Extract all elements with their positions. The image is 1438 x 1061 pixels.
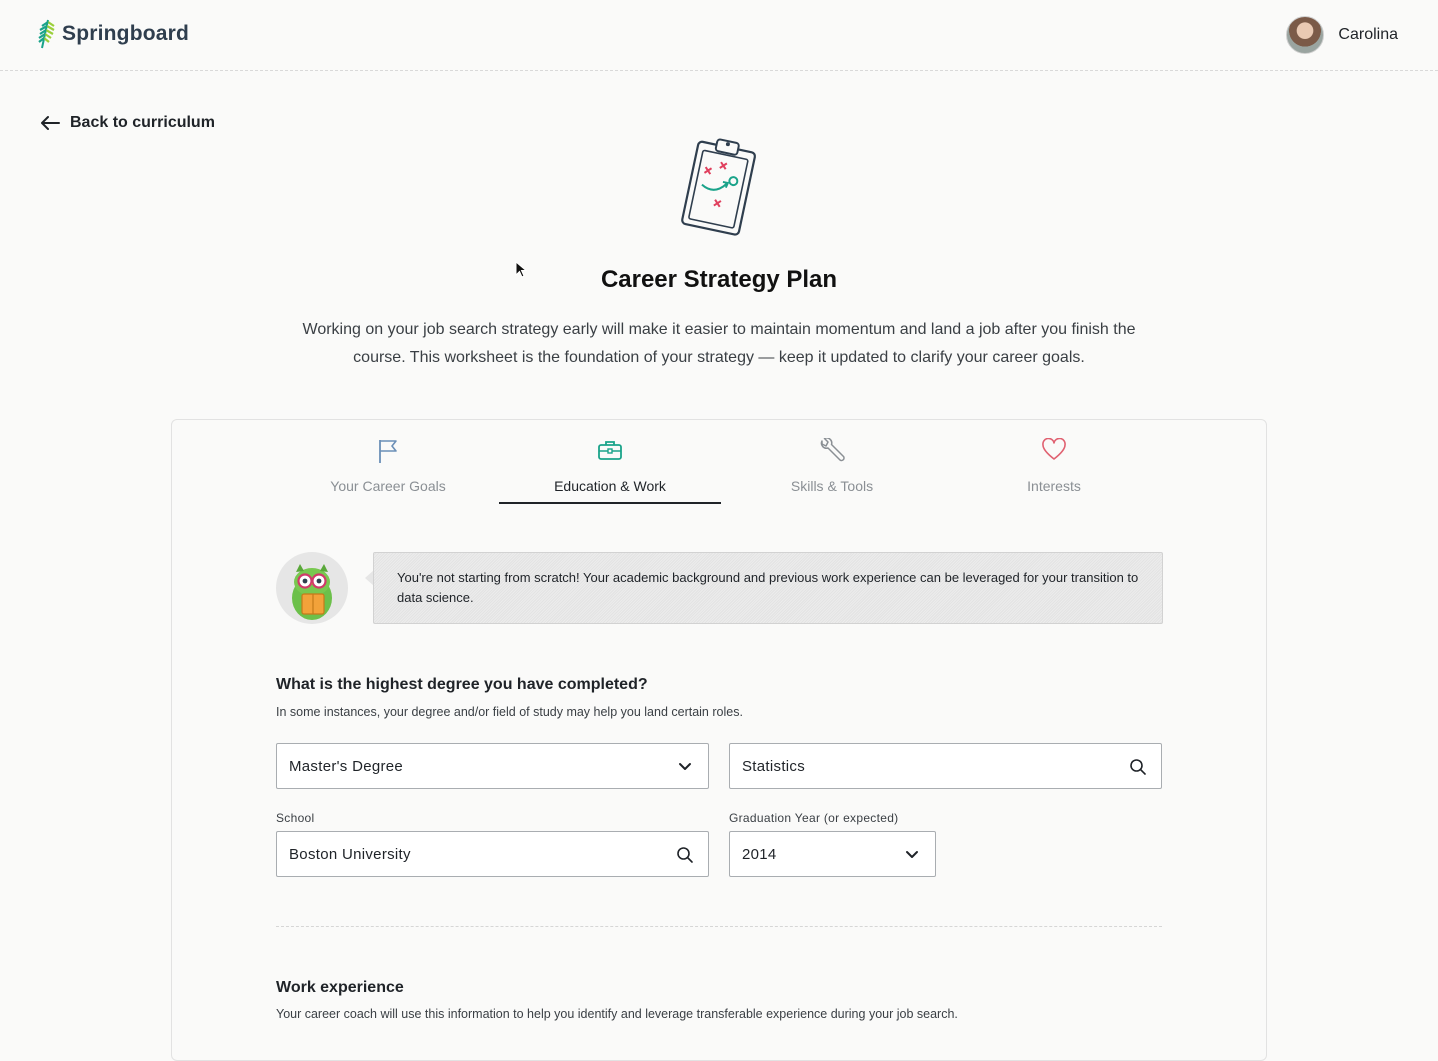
search-icon: [676, 846, 694, 864]
active-tab-underline: [499, 502, 721, 504]
owl-mascot-avatar: [276, 552, 348, 624]
work-experience-help: Your career coach will use this information to help you identify and leverage transferable experience during your job search.: [276, 1007, 958, 1021]
tip-text: You're not starting from scratch! Your academic background and previous work experience can be leveraged for your transition to data science.: [397, 570, 1139, 605]
school-value: Boston University: [289, 846, 411, 863]
degree-help-text: In some instances, your degree and/or field of study may help you land certain roles.: [276, 705, 743, 719]
springboard-leaf-icon: [38, 18, 58, 50]
chevron-down-icon: [676, 758, 694, 776]
owl-mascot-icon: [276, 552, 348, 624]
user-name[interactable]: Carolina: [1338, 26, 1398, 43]
user-menu[interactable]: [1286, 16, 1398, 54]
graduation-year-value: 2014: [742, 846, 777, 863]
avatar[interactable]: [1286, 16, 1324, 54]
springboard-logo[interactable]: [38, 18, 189, 50]
degree-select-value: Master's Degree: [289, 758, 404, 775]
section-divider: [276, 926, 1162, 927]
back-to-curriculum-link[interactable]: [40, 114, 215, 132]
arrow-left-icon: [40, 115, 60, 131]
flag-icon: [376, 438, 400, 464]
school-label: School: [276, 811, 315, 825]
chevron-down-icon: [903, 846, 921, 864]
tip-bubble: [373, 552, 1163, 624]
mouse-cursor-icon: [515, 261, 527, 279]
worksheet-card: [171, 419, 1267, 1061]
top-bar: [0, 0, 1438, 71]
search-icon: [1129, 758, 1147, 776]
page-title: Career Strategy Plan: [600, 266, 838, 293]
intro-line-2: course. This worksheet is the foundation of your strategy — keep it updated to clarify your career goals.: [353, 349, 1085, 366]
work-experience-title: Work experience: [276, 979, 404, 996]
tab-label[interactable]: Your Career Goals: [330, 478, 446, 494]
degree-select[interactable]: [276, 743, 709, 789]
clipboard-strategy-icon: [670, 134, 766, 238]
tab-bar: [277, 420, 1165, 504]
tab-your-career-goals[interactable]: [277, 420, 499, 504]
intro-line-1: Working on your job search strategy early will make it easier to maintain momentum and land a job after you finish the: [302, 321, 1136, 338]
tab-interests[interactable]: [943, 420, 1165, 504]
tab-skills-tools[interactable]: [721, 420, 943, 504]
graduation-year-select[interactable]: [729, 831, 936, 877]
field-of-study-search[interactable]: [729, 743, 1162, 789]
tab-education-work[interactable]: [499, 420, 721, 504]
tab-label[interactable]: Skills & Tools: [790, 478, 874, 494]
field-of-study-value: Statistics: [742, 758, 806, 775]
degree-question: What is the highest degree you have completed?: [276, 676, 648, 693]
school-search[interactable]: [276, 831, 709, 877]
wrench-icon: [818, 438, 846, 466]
briefcase-icon: [597, 438, 623, 462]
heart-icon: [1041, 438, 1067, 462]
back-link-label[interactable]: Back to curriculum: [70, 114, 215, 131]
logo-text: Springboard: [62, 22, 190, 45]
graduation-year-label: Graduation Year (or expected): [729, 811, 899, 825]
tab-label[interactable]: Education & Work: [554, 478, 666, 494]
tab-label[interactable]: Interests: [1027, 478, 1081, 494]
intro-text: [300, 316, 1138, 372]
